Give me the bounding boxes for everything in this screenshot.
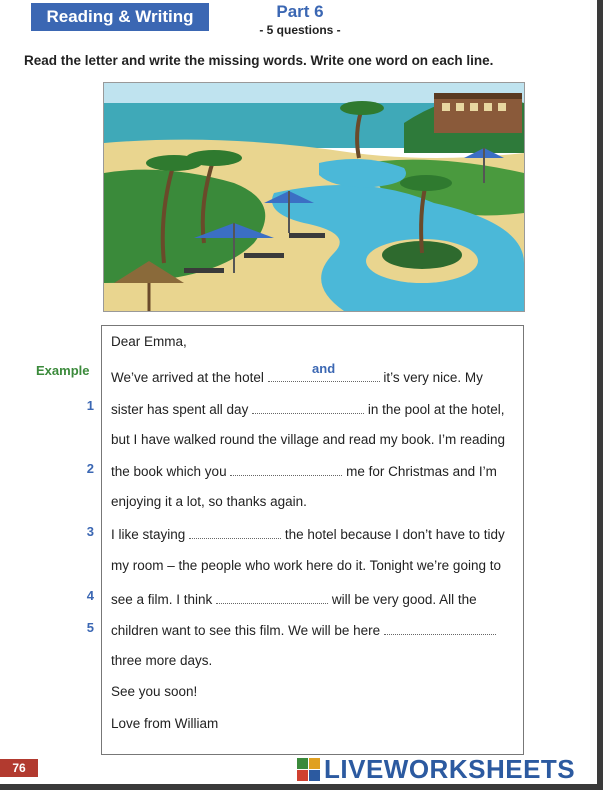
letter-text: sister has spent all day — [111, 402, 249, 417]
example-answer: and — [312, 361, 336, 376]
letter-line-2 — [111, 463, 497, 479]
example-label: Example — [36, 363, 90, 378]
letter-line-3 — [111, 526, 505, 542]
question-number-4: 4 — [86, 588, 94, 603]
letter-line: my room – the people who work here do it. Tonight we’re going to — [111, 558, 501, 573]
answer-gap-5[interactable] — [384, 622, 496, 635]
letter-signoff: See you soon! — [111, 684, 198, 699]
letter-text: We’ve arrived at the hotel — [111, 370, 264, 385]
letter-text: the book which you — [111, 464, 227, 479]
letter-text: the hotel because I don’t have to tidy — [284, 527, 505, 542]
answer-gap-4[interactable] — [216, 591, 328, 604]
question-number-5: 5 — [86, 620, 94, 635]
page-number: 76 — [0, 759, 38, 777]
liveworksheets-brand — [297, 754, 575, 785]
letter-line: enjoying it a lot, so thanks again. — [111, 494, 307, 509]
letter-text: will be very good. All the — [331, 592, 477, 607]
letter-greeting: Dear Emma, — [111, 334, 187, 349]
resort-illustration — [103, 82, 525, 312]
letter-text: see a film. I think — [111, 592, 213, 607]
letter-line-4 — [111, 591, 477, 607]
letter-line-5 — [111, 622, 496, 638]
liveworksheets-logo-icon — [297, 758, 321, 782]
letter-line: three more days. — [111, 653, 213, 668]
brand-text: LIVEWORKSHEETS — [324, 754, 576, 784]
letter-line: but I have walked round the village and read my book. I’m reading — [111, 432, 505, 447]
letter-text: it’s very nice. My — [383, 370, 483, 385]
letter-text: me for Christmas and I’m — [346, 464, 497, 479]
example-gap — [268, 361, 380, 382]
part-title: Part 6 — [276, 2, 324, 21]
letter-line-example — [111, 361, 483, 385]
answer-gap-2[interactable] — [230, 463, 342, 476]
letter-text: children want to see this film. We will be here — [111, 623, 381, 638]
section-tag: Reading & Writing — [31, 3, 209, 31]
letter-signature: Love from William — [111, 716, 219, 731]
letter-line-1 — [111, 401, 504, 417]
questions-count: - 5 questions - — [259, 23, 341, 37]
answer-gap-1[interactable] — [252, 401, 364, 414]
answer-gap-3[interactable] — [189, 526, 281, 539]
letter-text: I like staying — [111, 527, 186, 542]
question-number-3: 3 — [86, 524, 94, 539]
question-number-1: 1 — [86, 398, 94, 413]
letter-text: in the pool at the hotel, — [367, 402, 505, 417]
question-number-2: 2 — [86, 461, 94, 476]
instruction-text: Read the letter and write the missing words. Write one word on each line. — [24, 53, 494, 68]
page-frame-right — [597, 0, 603, 790]
